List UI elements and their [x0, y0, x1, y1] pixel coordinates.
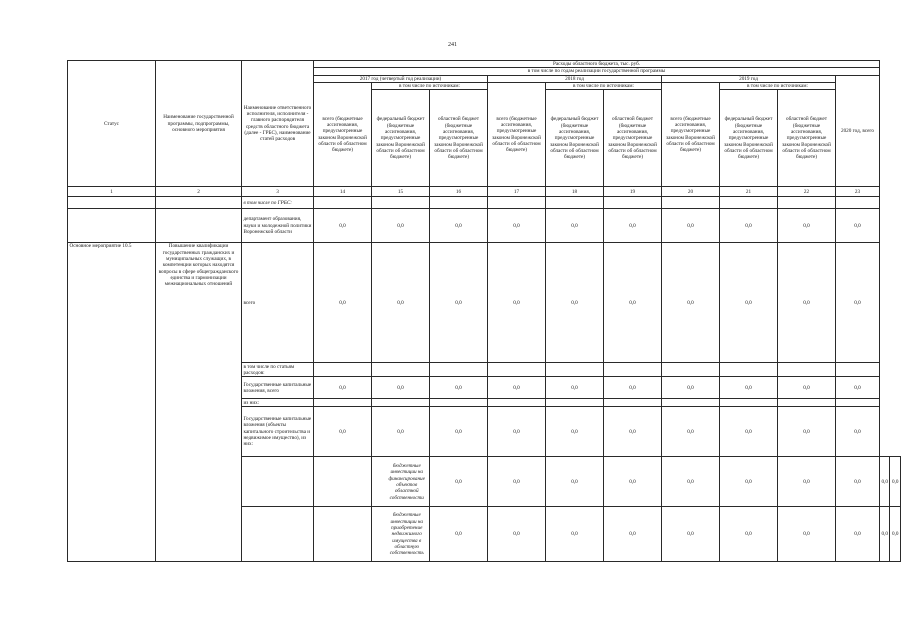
table-row: [68, 197, 901, 209]
year-2017-header: 2017 год (четвертый год реализации): [314, 75, 488, 82]
cell-value: 0,0: [430, 407, 488, 457]
cell-value: 0,0: [488, 243, 546, 363]
sources-2019: в том числе по источникам:: [720, 83, 836, 90]
year-2018-header: 2018 год: [488, 75, 662, 82]
col-regional-2019: областной бюджет (бюджетные ассигнования, предусмотренные законом Воронежской области об областном бюджете): [778, 90, 836, 187]
row-label: бюджетные инвестиции на финансирование объектов областной собственности: [372, 457, 430, 507]
sources-2017: в том числе по источникам:: [372, 83, 488, 90]
cell-value: 0,0: [836, 243, 880, 363]
total-2020-header: 2020 год, всего: [836, 75, 880, 187]
cell-value: 0,0: [546, 209, 604, 243]
column-number: 22: [778, 187, 836, 197]
cell-value: 0,0: [778, 209, 836, 243]
row-label: Государственные капитальные вложения (объекты капитального строительства и недвижимое имущество), из них:: [242, 407, 314, 457]
cell-value: 0,0: [604, 507, 662, 562]
cell-value: 0,0: [546, 457, 604, 507]
row-label: в том числе по ГРБС:: [242, 197, 314, 209]
cell-value: 0,0: [546, 377, 604, 399]
col-regional-2018: областной бюджет (бюджетные ассигнования, предусмотренные законом Воронежской области об областном бюджете): [604, 90, 662, 187]
row-label: из них:: [242, 399, 314, 407]
cell-value: 0,0: [488, 209, 546, 243]
cell-value: 0,0: [372, 407, 430, 457]
col-total-2018: всего (бюджетные ассигнования, предусмотренные законом Воронежской области об областном бюджете): [488, 83, 546, 187]
cell-value: 0,0: [488, 407, 546, 457]
column-number: 14: [314, 187, 372, 197]
sources-2018: в том числе по источникам:: [546, 83, 662, 90]
cell-value: 0,0: [890, 507, 900, 562]
cell-value: 0,0: [778, 507, 836, 562]
column-number: 23: [836, 187, 880, 197]
measure-status: Основное мероприятие 10.5: [68, 243, 156, 562]
cell-value: 0,0: [546, 507, 604, 562]
row-label: в том числе по статьям расходов:: [242, 363, 314, 377]
executor-header: Наименование ответственного исполнителя, исполнителя - главного распорядителя средств областного бюджета (далее - ГРБС), наименование статей расходов: [242, 61, 314, 187]
cell-value: 0,0: [778, 243, 836, 363]
cell-value: 0,0: [430, 377, 488, 399]
cell-value: 0,0: [836, 377, 880, 399]
cell-value: 0,0: [314, 377, 372, 399]
cell-value: 0,0: [604, 243, 662, 363]
cell-value: 0,0: [836, 457, 880, 507]
year-2019-header: 2019 год: [662, 75, 836, 82]
column-number: 16: [430, 187, 488, 197]
cell-value: 0,0: [880, 507, 890, 562]
row-label: департамент образования, науки и молодежной политики Воронежской области: [242, 209, 314, 243]
cell-value: 0,0: [778, 377, 836, 399]
col-regional-2017: областной бюджет (бюджетные ассигнования, предусмотренные законом Воронежской области об областном бюджете): [430, 90, 488, 187]
column-number: 20: [662, 187, 720, 197]
cell-value: 0,0: [546, 407, 604, 457]
cell-value: 0,0: [662, 209, 720, 243]
status-header: Статус: [68, 61, 156, 187]
column-number: 15: [372, 187, 430, 197]
cell-value: 0,0: [720, 243, 778, 363]
cell-value: 0,0: [546, 243, 604, 363]
cell-value: 0,0: [720, 209, 778, 243]
cell-value: 0,0: [372, 209, 430, 243]
cell-value: 0,0: [604, 457, 662, 507]
column-number: 21: [720, 187, 778, 197]
cell-value: 0,0: [720, 377, 778, 399]
col-total-2019: всего (бюджетные ассигнования, предусмотренные законом Воронежской области об областном бюджете): [662, 83, 720, 187]
cell-value: 0,0: [836, 209, 880, 243]
col-total-2017: всего (бюджетные ассигнования, предусмотренные законом Воронежской области об областном бюджете): [314, 83, 372, 187]
cell-value: 0,0: [430, 243, 488, 363]
by-years-header: в том числе по годам реализации государственной программы: [314, 68, 880, 75]
row-label: бюджетные инвестиции на приобретение недвижимого имущества в областную собственность: [372, 507, 430, 562]
cell-value: 0,0: [604, 407, 662, 457]
column-number: 17: [488, 187, 546, 197]
table-row: [68, 243, 901, 363]
cell-value: 0,0: [778, 407, 836, 457]
cell-value: 0,0: [314, 209, 372, 243]
column-numbers-row: [68, 187, 901, 197]
cell-value: 0,0: [314, 407, 372, 457]
cell-value: 0,0: [662, 377, 720, 399]
column-number: 18: [546, 187, 604, 197]
table-row: [68, 209, 901, 243]
measure-name: Повышение квалификации государственных гражданских и муниципальных служащих, в компетенции которых находятся вопросы в сфере общегражданского единства и гармонизации межнациональных отношений: [156, 243, 242, 562]
cell-value: 0,0: [488, 377, 546, 399]
cell-value: 0,0: [880, 457, 890, 507]
cell-value: 0,0: [430, 507, 488, 562]
cell-value: 0,0: [604, 209, 662, 243]
cell-value: 0,0: [372, 243, 430, 363]
cell-value: 0,0: [662, 457, 720, 507]
col-federal-2017: федеральный бюджет (бюджетные ассигнования, предусмотренные законом Воронежской области об областном бюджете): [372, 90, 430, 187]
column-number: 2: [156, 187, 242, 197]
cell-value: 0,0: [662, 407, 720, 457]
cell-value: 0,0: [720, 457, 778, 507]
cell-value: 0,0: [604, 377, 662, 399]
program-name-header: Наименование государственной программы, подпрограммы, основного мероприятия: [156, 61, 242, 187]
cell-value: 0,0: [430, 457, 488, 507]
column-number: 19: [604, 187, 662, 197]
cell-value: 0,0: [890, 457, 900, 507]
cell-value: 0,0: [778, 457, 836, 507]
cell-value: 0,0: [836, 407, 880, 457]
page-number: 241: [448, 42, 457, 48]
column-number: 1: [68, 187, 156, 197]
row-label: Государственные капитальные вложения, всего: [242, 377, 314, 399]
cell-value: 0,0: [662, 243, 720, 363]
cell-value: 0,0: [488, 507, 546, 562]
cell-value: 0,0: [430, 209, 488, 243]
cell-value: 0,0: [720, 407, 778, 457]
expenses-title-header: Расходы областного бюджета, тыс. руб.: [314, 61, 880, 68]
cell-value: 0,0: [372, 377, 430, 399]
col-federal-2019: федеральный бюджет (бюджетные ассигнования, предусмотренные законом Воронежской области об областном бюджете): [720, 90, 778, 187]
cell-value: 0,0: [720, 507, 778, 562]
budget-table: [67, 60, 901, 562]
column-number: 3: [242, 187, 314, 197]
cell-value: 0,0: [662, 507, 720, 562]
cell-value: 0,0: [488, 457, 546, 507]
col-federal-2018: федеральный бюджет (бюджетные ассигнования, предусмотренные законом Воронежской области об областном бюджете): [546, 90, 604, 187]
cell-value: 0,0: [836, 507, 880, 562]
cell-value: 0,0: [314, 243, 372, 363]
row-label: всего: [242, 243, 314, 363]
